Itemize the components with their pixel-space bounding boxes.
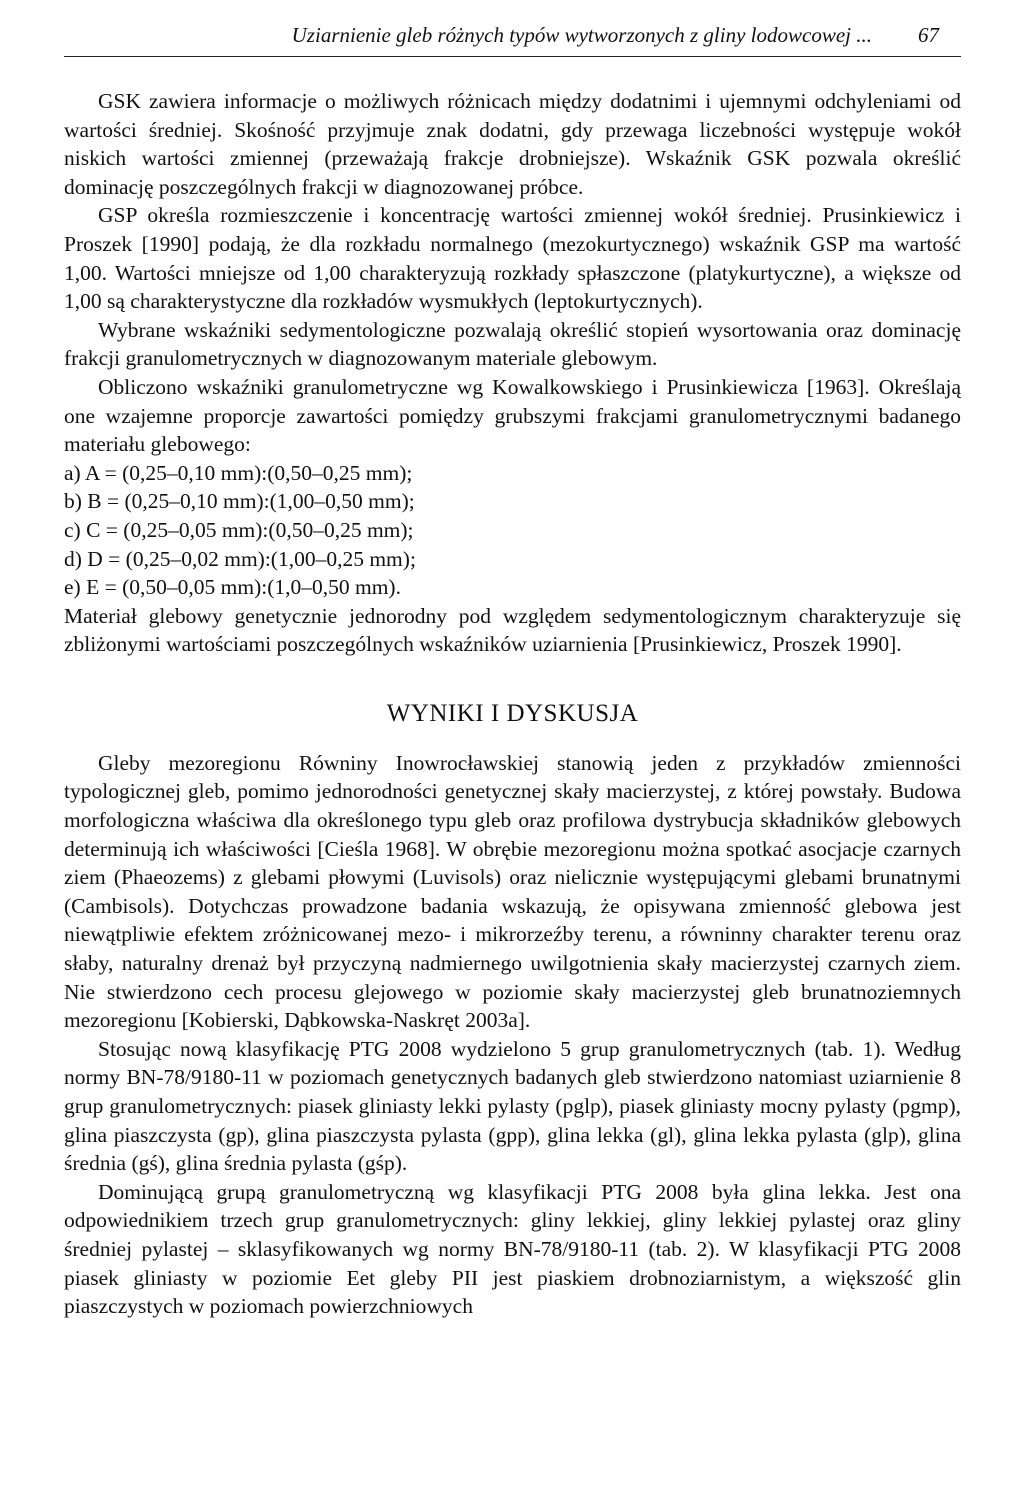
formula-e: e) E = (0,50–0,05 mm):(1,0–0,50 mm). xyxy=(64,575,401,600)
page xyxy=(64,20,961,1321)
article-body xyxy=(64,87,961,1321)
formula-a: a) A = (0,25–0,10 mm):(0,50–0,25 mm); xyxy=(64,460,413,485)
paragraph-gsk: GSK zawiera informacje o możliwych różnicach między dodatnimi i ujemnymi odchyleniami od wartości średniej. Skośność przyjmuje znak dodatni, gdy przewaga liczebności występuje wokół niskich wartości zmiennej (przeważają frakcje drobniejsze). Wskaźnik GSK pozwala określić dominację poszczególnych frakcji w diagnozowanej próbce. xyxy=(64,89,961,199)
formula-list xyxy=(64,459,961,602)
paragraph-granulometric-indices: Obliczono wskaźniki granulometryczne wg Kowalkowskiego i Prusinkiewicza [1963]. Określają one wzajemne proporcje zawartości pomiędzy grubszymi frakcjami granulometrycznymi badanego materiału glebowego: xyxy=(64,374,961,457)
paragraph-classification: Stosując nową klasyfikację PTG 2008 wydzielono 5 grup granulometrycznych (tab. 1). Według normy BN-78/9180-11 w poziomach genetycznych badanych gleb stwierdzono natomiast uziarnienie 8 grup granulometrycznych: piasek gliniasty lekki pylasty (pglp), piasek gliniasty mocny pylasty (pgmp), glina piaszczysta (gp), glina piaszczysta pylasta (gpp), glina lekka (gl), glina lekka pylasta (glp), glina średnia (gś), glina średnia pylasta (gśp). xyxy=(64,1036,961,1176)
section-heading-results: WYNIKI I DYSKUSJA xyxy=(386,699,639,727)
formula-b: b) B = (0,25–0,10 mm):(1,00–0,50 mm); xyxy=(64,489,415,514)
formula-c: c) C = (0,25–0,05 mm):(0,50–0,25 mm); xyxy=(64,517,414,542)
paragraph-homogeneous-material: Materiał glebowy genetycznie jednorodny pod względem sedymentologicznym charakteryzuje się zbliżonymi wartościami poszczególnych wskaźników uziarnienia [Prusinkiewicz, Proszek 1990]. xyxy=(64,603,961,657)
paragraph-soils-mezoregion: Gleby mezoregionu Równiny Inowrocławskiej stanowią jeden z przykładów zmienności typologicznej gleb, pomimo jednorodności genetycznej skały macierzystej, z której powstały. Budowa morfologiczna właściwa dla określonego typu gleb oraz profilowa dystrybucja składników glebowych determinują ich właściwości [Cieśla 1968]. W obrębie mezoregionu można spotkać asocjacje czarnych ziem (Phaeozems) z glebami płowymi (Luvisols) oraz nielicznie występującymi glebami brunatnymi (Cambisols). Dotychczas prowadzone badania wskazują, że opisywana zmienność glebowa jest niewątpliwie efektem zróżnicowanej mezo- i mikrorzeźby terenu, a równinny charakter terenu oraz słaby, naturalny drenaż był przyczyną nadmiernego uwilgotnienia skały macierzystej czarnych ziem. Nie stwierdzono cech procesu glejowego w poziomie skały macierzystej gleb brunatnoziemnych mezoregionu [Kobierski, Dąbkowska-Naskręt 2003a]. xyxy=(64,750,961,1033)
page-number: 67 xyxy=(918,23,939,47)
paragraph-gsp: GSP określa rozmieszczenie i koncentrację wartości zmiennej wokół średniej. Prusinkiewicz i Proszek [1990] podają, że dla rozkładu normalnego (mezokurtycznego) wskaźnik GSP ma wartość 1,00. Wartości mniejsze od 1,00 charakteryzują rozkłady spłaszczone (platykurtyczne), a większe od 1,00 są charakterystyczne dla rozkładów wysmukłych (leptokurtycznych). xyxy=(64,203,961,314)
formula-d: d) D = (0,25–0,02 mm):(1,00–0,25 mm); xyxy=(64,546,416,571)
paragraph-dominant-group: Dominującą grupą granulometryczną wg klasyfikacji PTG 2008 była glina lekka. Jest ona odpowiednikiem trzech grup granulometrycznych: gliny lekkiej, gliny lekkiej pylastej oraz gliny średniej pylastej – sklasyfikowanych wg normy BN-78/9180-11 (tab. 2). W klasyfikacji PTG 2008 piasek gliniasty w poziomie Eet gleby PII jest piaskiem drobnoziarnistym, a większość glin piaszczystych w poziomach powierzchniowych xyxy=(64,1179,961,1319)
running-head-title: Uziarnienie gleb różnych typów wytworzonych z gliny lodowcowej ... xyxy=(291,23,872,47)
running-head xyxy=(64,20,961,57)
paragraph-selected-indices: Wybrane wskaźniki sedymentologiczne pozwalają określić stopień wysortowania oraz dominację frakcji granulometrycznych w diagnozowanym materiale glebowym. xyxy=(64,317,961,371)
